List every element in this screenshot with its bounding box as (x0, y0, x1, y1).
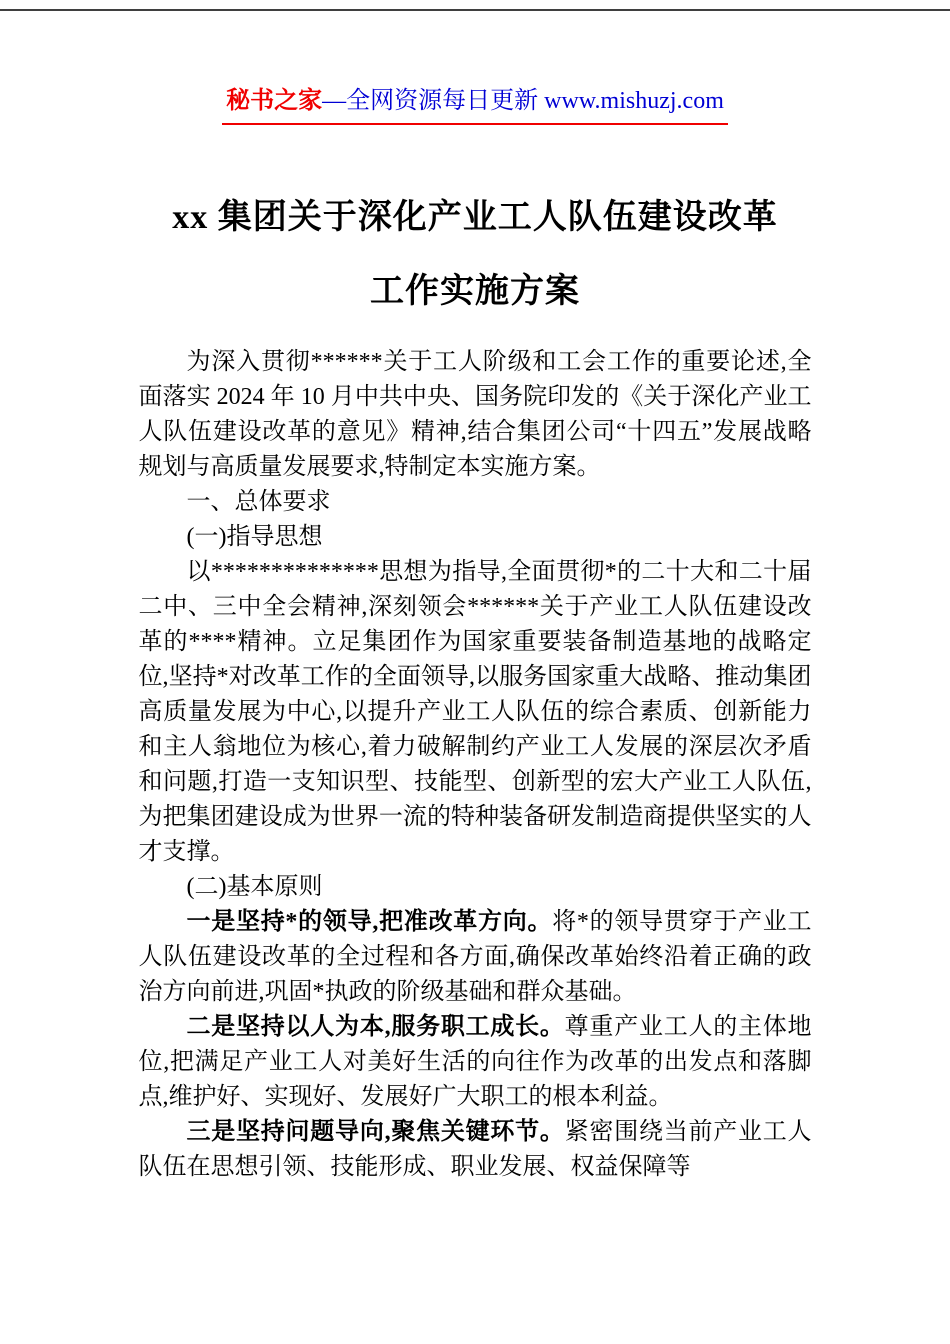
document-title (0, 181, 950, 329)
site-url-link[interactable]: www.mishuzj.com (544, 88, 724, 114)
heading-text: (一)指导思想 (186, 524, 323, 550)
paragraph-text: 紧密围绕当前产业工人队伍在思想引领、技能形成、职业发展、权益保障等 (138, 1119, 812, 1180)
document-title-line-2: 工作实施方案 (370, 273, 580, 310)
paragraph-text: 为深入贯彻******关于工人阶级和工会工作的重要论述,全面落实 2024 年 10 月中共中央、国务院印发的《关于深化产业工人队伍建设改革的意见》精神,结合集团公司“十四五”发展战略规划与高质量发展要求,特制定本实施方案。 (138, 349, 812, 480)
subsection-heading-guiding-ideology (139, 520, 812, 555)
paragraph-lead: 三是坚持问题导向,聚焦关键环节。 (186, 1119, 565, 1145)
section-heading-overall-requirements (139, 485, 812, 520)
document-body (139, 345, 812, 1185)
subsection-heading-basic-principles (139, 870, 812, 905)
intro-paragraph (139, 345, 812, 485)
principle-paragraph-3 (139, 1115, 812, 1185)
paragraph-lead: 二是坚持以人为本,服务职工成长。 (186, 1014, 565, 1040)
paragraph-text: 尊重产业工人的主体地位,把满足产业工人对美好生活的向往作为改革的出发点和落脚点,维护好、实现好、发展好广大职工的根本利益。 (138, 1014, 812, 1110)
page-top-rule (0, 9, 950, 11)
site-header-inner (222, 86, 728, 125)
paragraph-text: 将*的领导贯穿于产业工人队伍建设改革的全过程和各方面,确保改革始终沿着正确的政治方向前进,巩固*执政的阶级基础和群众基础。 (138, 909, 812, 1005)
document-title-line-1: xx 集团关于深化产业工人队伍建设改革 (172, 199, 778, 236)
heading-text: (二)基本原则 (186, 874, 323, 900)
guiding-ideology-paragraph (139, 555, 812, 870)
principle-paragraph-1 (139, 905, 812, 1010)
paragraph-text: 以**************思想为指导,全面贯彻*的二十大和二十届二中、三中全会精神,深刻领会******关于产业工人队伍建设改革的****精神。立足集团作为国家重要装备制造基地的战略定位,坚持*对改革工作的全面领导,以服务国家重大战略、推动集团高质量发展为中心,以提升产业工人队伍的综合素质、创新能力和主人翁地位为核心,着力破解制约产业工人发展的深层次矛盾和问题,打造一支知识型、技能型、创新型的宏大产业工人队伍,为把集团建设成为世界一流的特种装备研发制造商提供坚实的人才支撑。 (138, 559, 812, 865)
site-brand: 秘书之家 (226, 88, 323, 114)
heading-text: 一、总体要求 (186, 489, 331, 515)
paragraph-lead: 一是坚持*的领导,把准改革方向。 (186, 909, 553, 935)
site-header (0, 0, 950, 125)
principle-paragraph-2 (139, 1010, 812, 1115)
site-tagline: —全网资源每日更新 (322, 88, 545, 114)
